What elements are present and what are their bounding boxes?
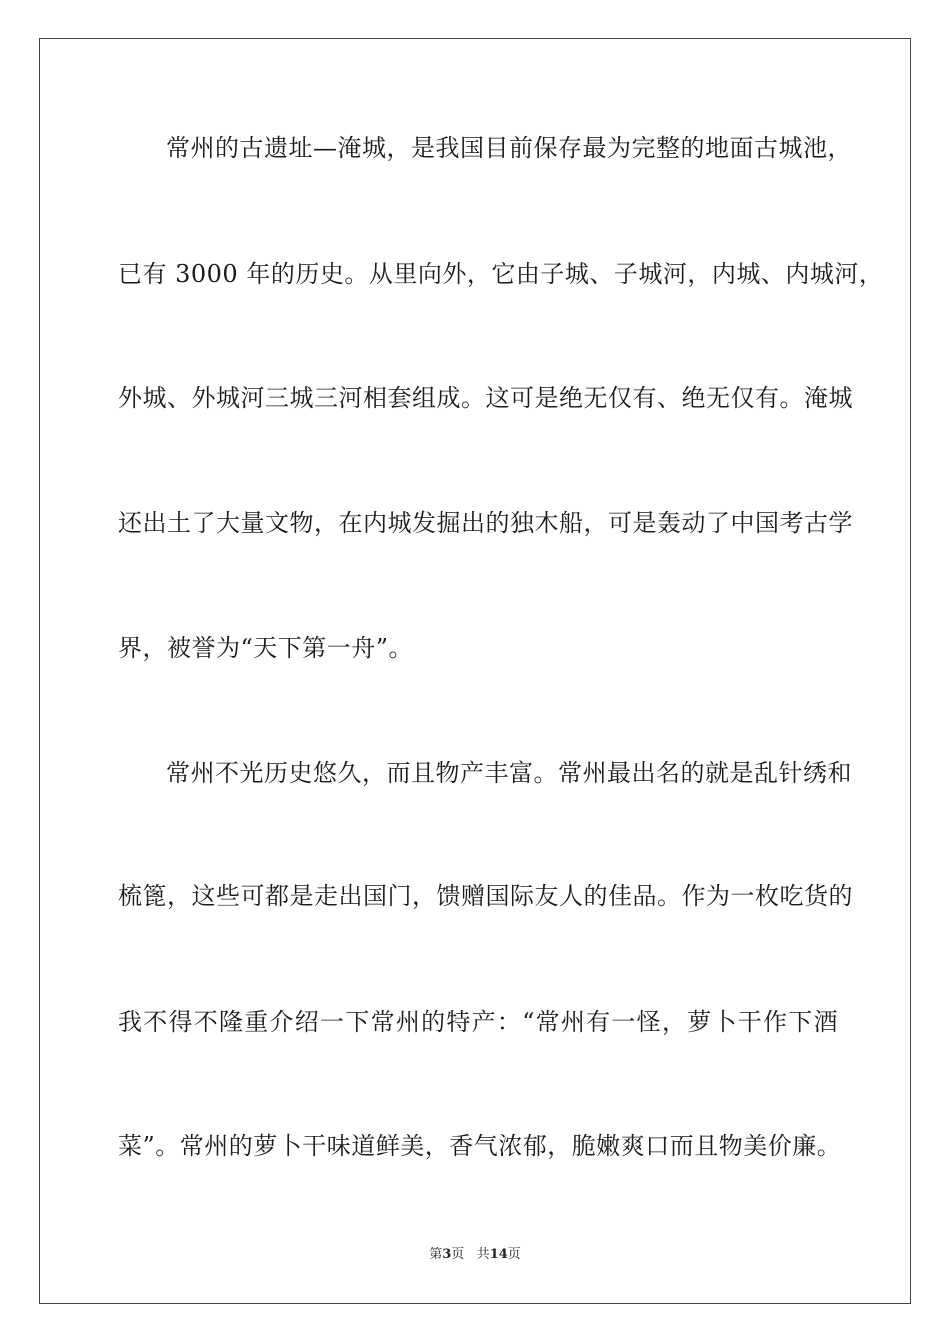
page-border xyxy=(39,38,911,1304)
page-footer xyxy=(0,1247,950,1263)
paragraph-1-line-2: 已有 3000 年的历史。从里向外，它由子城、子城河，内城、内城河， xyxy=(118,260,884,288)
paragraph-1-line-1: 常州的古遗址—淹城，是我国目前保存最为完整的地面古城池， xyxy=(166,134,852,162)
total-prefix: 共 xyxy=(476,1247,490,1262)
paragraph-2-line-3: 我不得不隆重介绍一下常州的特产：“常州有一怪，萝卜干作下酒 xyxy=(118,1008,838,1036)
paragraph-1-line-3: 外城、外城河三城三河相套组成。这可是绝无仅有、绝无仅有。淹城 xyxy=(118,384,853,412)
page-number: 3 xyxy=(442,1247,452,1262)
page-prefix: 第 xyxy=(429,1247,443,1262)
paragraph-2-line-2: 梳篦，这些可都是走出国门，馈赠国际友人的佳品。作为一枚吃货的 xyxy=(118,882,853,910)
total-suffix: 页 xyxy=(507,1247,521,1262)
total-pages: 14 xyxy=(489,1247,508,1262)
paragraph-2-line-1: 常州不光历史悠久，而且物产丰富。常州最出名的就是乱针绣和 xyxy=(166,759,852,787)
page-suffix: 页 xyxy=(451,1247,465,1262)
paragraph-1-line-4: 还出土了大量文物，在内城发掘出的独木船，可是轰动了中国考古学 xyxy=(118,509,853,537)
paragraph-1-line-5: 界，被誉为“天下第一舟”。 xyxy=(118,634,414,662)
paragraph-2-line-4: 菜”。常州的萝卜干味道鲜美，香气浓郁，脆嫩爽口而且物美价廉。 xyxy=(118,1132,842,1160)
